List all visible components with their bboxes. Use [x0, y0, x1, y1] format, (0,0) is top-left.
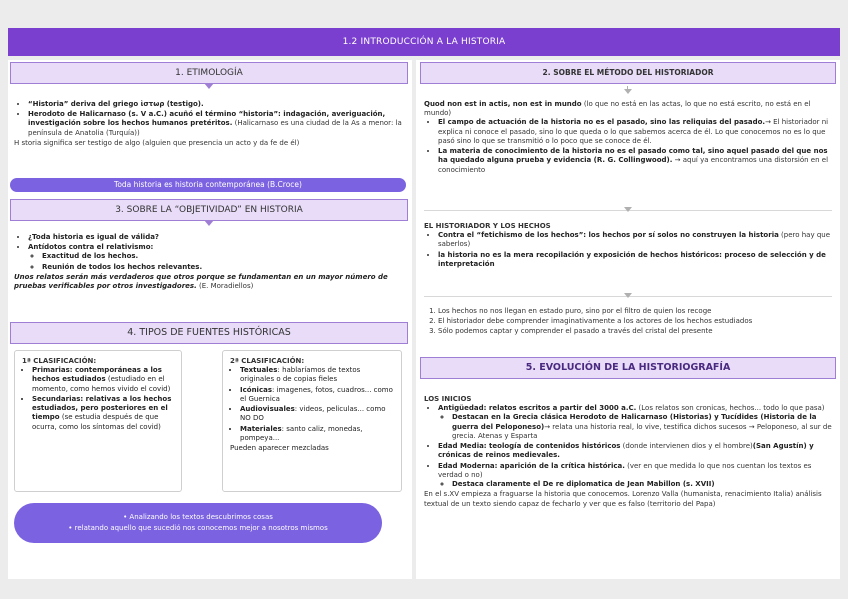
item-text: : videos, peliculas... como NO DO — [240, 405, 386, 423]
list-item — [28, 110, 406, 138]
metodo-numbered — [424, 307, 832, 338]
heading-text: 5. EVOLUCIÓN DE LA HISTORIOGRAFÍA — [525, 362, 731, 373]
item-bold: Primarias: contemporáneas a los hechos estudiados — [32, 366, 162, 384]
item-bold: Destacan en la Grecia clásica Herodoto de Halicarnaso (Historias) y Tucídides (Historia de la guerra del Peloponeso) — [452, 413, 817, 431]
item-text: : santo caliz, monedas, pompeya... — [240, 424, 363, 442]
item-bold: ¿Toda historia es igual de válida? — [28, 233, 159, 241]
quote-text: Unos relatos serán más verdaderos que otros porque se fundamentan en un mayor número de pruebas verificables por otros investigadores. — [14, 272, 388, 291]
quote-author: (E. Moradiellos) — [196, 282, 254, 291]
sub-item — [452, 413, 832, 441]
item-bold: La materia de conocimiento de la historia no es el pasado como tal, sino aquel pasado del que nos ha quedado alguna prueba y evidencia (R. G. Collingwood). — [438, 147, 828, 165]
item-bold: Secundarias: relativas a los hechos estudiados, pero posteriores en el tiempo — [32, 394, 172, 422]
list-item — [438, 251, 832, 269]
objetividad-quote — [14, 273, 406, 291]
item-bold: Contra el “fetichismo de los hechos”: los hechos por sí solos no construyen la historia — [438, 231, 779, 240]
item-text: (ver en que medida lo que nos cuentan los textos es verdad o no) — [438, 461, 812, 479]
section-heading-objetividad — [10, 199, 408, 221]
subsection-title: LOS INICIOS — [424, 395, 472, 403]
list-item — [438, 231, 832, 249]
item-bold: Edad Moderna: aparición de la crítica histórica. — [438, 461, 625, 470]
list-item — [32, 395, 174, 432]
heading-text: 2. SOBRE EL MÉTODO DEL HISTORIADOR — [542, 68, 714, 77]
sub-item — [42, 252, 406, 261]
card-title: 1ª CLASIFICACIÓN: — [22, 357, 97, 365]
list-item — [28, 233, 406, 242]
metodo-lead — [424, 100, 832, 118]
item-text: : imagenes, fotos, cuadros... como el Guernica — [240, 385, 393, 403]
fuentes-card-primera — [14, 350, 182, 492]
historiador-hechos — [424, 222, 832, 270]
heading-text: 1. ETIMOLOGÍA — [175, 68, 243, 78]
item-bold: El campo de actuación de la historia no es el pasado, sino las reliquias del pasado. — [438, 118, 766, 127]
list-item — [438, 404, 832, 441]
list-item — [240, 425, 394, 443]
croce-quote-pill: Toda historia es historia contemporánea (B.Croce) — [10, 178, 406, 192]
item-bold: “Historia” deriva del griego ἱστωρ (testigo). — [28, 100, 204, 108]
section-heading-evolucion — [420, 357, 836, 379]
item-bold: Herodoto de Halicarnaso (s. V a.C.) acuñó el término “historia”: indagación, averiguación, investigación sobre los hechos humanos pretéritos. — [28, 110, 386, 128]
card-title: 2ª CLASIFICACIÓN: — [230, 357, 305, 365]
item-bold: Antigüedad: relatos escritos a partir del 3000 a.C. — [438, 404, 637, 413]
list-item — [240, 405, 394, 423]
item-bold: Materiales — [240, 424, 282, 433]
conclusion-pill — [14, 503, 382, 543]
numbered-item: 3. Sólo podemos captar y comprender el pasado a través del cristal del presente — [438, 327, 832, 336]
metodo-body — [424, 100, 832, 176]
pill-line: • relatando aquello que sucedió nos conocemos mejor a nosotros mismos — [68, 524, 328, 533]
item-text: : hablaríamos de textos originales o de copias fieles — [240, 366, 361, 384]
item-bold: (San Agustín) y crónicas de reinos medievales. — [438, 442, 814, 460]
objetividad-body — [14, 233, 406, 291]
item-bold: Destaca claramente el De re diplomatica de Jean Mabillon (s. XVII) — [452, 480, 715, 489]
item-bold: Audiovisuales — [240, 405, 295, 414]
list-item — [240, 386, 394, 404]
section-heading-metodo — [420, 62, 836, 84]
item-bold: Textuales — [240, 366, 278, 375]
section-heading-fuentes — [10, 322, 408, 344]
list-item — [32, 366, 174, 394]
item-text: (se estudia después de que ocurra, como los síntomas del covid) — [32, 413, 161, 431]
item-text: → relata una historia real, lo vive, testifica dichos sucesos → Peloponeso, al sur de grecia. Atenas y Esparta — [452, 422, 832, 440]
lead-text: (lo que no está en las actas, lo que no está escrito, no está en el mundo) — [424, 100, 811, 118]
item-bold: Reunión de todos los hechos relevantes. — [42, 262, 203, 271]
list-item — [438, 118, 832, 146]
item-text: → aquí ya encontramos una distorsión en el conocimiento — [438, 156, 829, 174]
list-item — [240, 366, 394, 384]
list-item — [438, 462, 832, 490]
fuentes-card-segunda — [222, 350, 402, 492]
sub-item — [42, 263, 406, 272]
card-footer: Pueden aparecer mezcladas — [230, 444, 329, 453]
list-item — [438, 147, 832, 175]
etimologia-body — [14, 100, 406, 148]
item-text: (donde intervienen dios y el hombre) — [620, 442, 753, 451]
list-item — [438, 442, 832, 460]
item-text: (estudiado en el momento, como hemos vivido el covid) — [32, 375, 171, 393]
page-title: 1.2 INTRODUCCIÓN A LA HISTORIA — [8, 28, 840, 56]
down-arrow-icon — [624, 293, 632, 298]
heading-text: 3. SOBRE LA “OBJETIVIDAD” EN HISTORIA — [115, 205, 303, 215]
list-item — [28, 100, 406, 109]
pill-line: • Analizando los textos descubrimos cosas — [123, 513, 273, 521]
list-item — [28, 243, 406, 272]
item-bold: Icónicas — [240, 385, 272, 394]
item-bold: la historia no es la mera recopilación y exposición de hechos históricos: proceso de selección y de interpretación — [438, 250, 826, 268]
item-bold: Antídotos contra el relativismo: — [28, 243, 154, 252]
down-arrow-icon — [624, 89, 632, 94]
pointer-icon — [204, 220, 214, 226]
item-text: → El historiador ni explica ni conoce el pasado, sino lo que queda o lo que sabemos acerca de él. Lo que conocemos no es lo que pasó sino lo que se transmitió o lo poco que se conoce de él. — [438, 118, 829, 145]
evolucion-body — [424, 395, 832, 509]
down-arrow-icon — [624, 207, 632, 212]
subsection-title: EL HISTORIADOR Y LOS HECHOS — [424, 222, 551, 230]
item-text: (Los relatos son cronicas, hechos... todo lo que pasa) — [636, 404, 825, 413]
item-text: (pero hay que saberlos) — [438, 231, 831, 249]
heading-text: 4. TIPOS DE FUENTES HISTÓRICAS — [127, 327, 291, 338]
item-bold: Edad Media: teología de contenidos históricos — [438, 442, 621, 451]
numbered-item: 2. El historiador debe comprender imaginativamente a los actores de los hechos estudiados — [438, 317, 832, 326]
sub-item — [452, 480, 832, 489]
numbered-item: 1. Los hechos no nos llegan en estado puro, sino por el filtro de quien los recoge — [438, 307, 832, 316]
etimologia-footer: H storia significa ser testigo de algo (alguien que presencia un acto y da fe de él) — [14, 138, 300, 147]
evolucion-footer: En el s.XV empieza a fraguarse la historia que conocemos. Lorenzo Valla (humanista, renacimiento Italia) análisis textual de un texto siendo capaz de fecharlo y ver que es falso (territorio del Papa) — [424, 490, 822, 508]
pointer-icon — [204, 83, 214, 89]
item-bold: Exactitud de los hechos. — [42, 252, 139, 261]
section-heading-etimologia — [10, 62, 408, 84]
lead-bold: Quod non est in actis, non est in mundo — [424, 100, 582, 108]
item-text: (Halicarnaso es una ciudad de la As a menor: la península de Anatolia (Turquía)) — [28, 119, 402, 137]
